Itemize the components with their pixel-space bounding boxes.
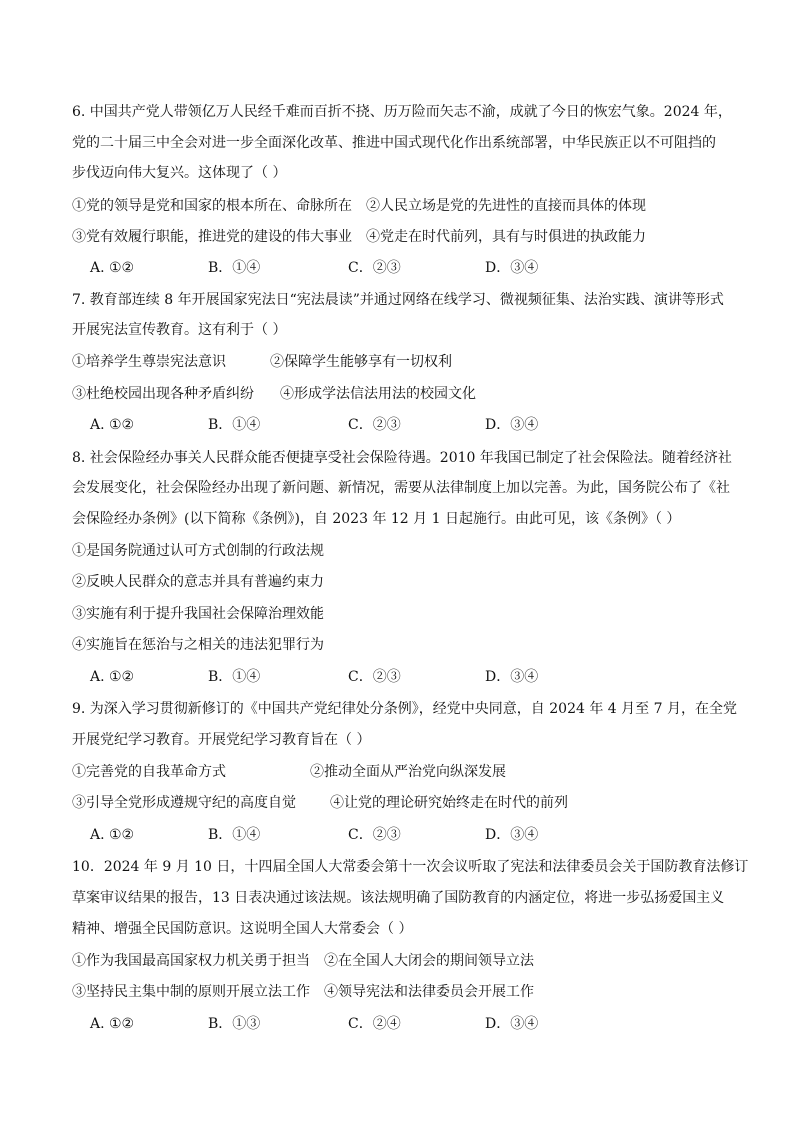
q6-line-1: 6. 中国共产党人带领亿万人民经千难而百折不挠、历万险而矢志不渝，成就了今日的恢宏气象。2024 年， — [72, 104, 732, 120]
q7-statement-4: ④形成学法信法用法的校园文化 — [280, 386, 476, 402]
q6-option-c: C．②③ — [348, 260, 401, 276]
q8-option-c: C．②③ — [348, 669, 401, 685]
q8-statement-2: ②反映人民群众的意志并具有普遍约束力 — [72, 574, 324, 590]
q9-statement-3: ③引导全党形成遵规守纪的高度自觉 — [72, 795, 296, 811]
q10-statement-1: ①作为我国最高国家权力机关勇于担当 — [72, 953, 310, 969]
q10-option-b: B．①③ — [208, 1016, 261, 1032]
q8-line-1: 8. 社会保险经办事关人民群众能否便捷享受社会保险待遇。2010 年我国已制定了社会保险法。随着经济社 — [72, 450, 732, 466]
q9-statement-4: ④让党的理论研究始终走在时代的前列 — [330, 795, 568, 811]
q8-option-b: B．①④ — [208, 669, 261, 685]
q8-statement-3: ③实施有利于提升我国社会保障治理效能 — [72, 606, 324, 622]
q6-statement-row-1 — [72, 196, 732, 216]
q8-line-3: 会保险经办条例》(以下简称《条例》)，自 2023 年 12 月 1 日起施行。由此可见，该《条例》（ ） — [72, 511, 681, 527]
q7-statement-1: ①培养学生尊崇宪法意识 — [72, 354, 226, 370]
q9-option-b: B．①④ — [208, 827, 261, 843]
q9-statement-2: ②推动全面从严治党向纵深发展 — [310, 764, 506, 780]
q9-line-1: 9. 为深入学习贯彻新修订的《中国共产党纪律处分条例》，经党中央同意，自 2024 年 4 月至 7 月，在全党 — [72, 701, 737, 717]
q6-line-2: 党的二十届三中全会对进一步全面深化改革、推进中国式现代化作出系统部署，中华民族正以不可阻挡的 — [72, 135, 716, 151]
q6-statement-3: ③党有效履行职能，推进党的建设的伟大事业 — [72, 229, 352, 245]
q7-statement-row-1 — [72, 352, 732, 372]
q10-line-3: 精神、增强全民国防意识。这说明全国人大常委会（ ） — [72, 921, 413, 937]
q7-option-a: A. ①② — [90, 417, 135, 433]
q10-statement-4: ④领导宪法和法律委员会开展工作 — [324, 984, 534, 1000]
q7-option-c: C．②③ — [348, 417, 401, 433]
q6-option-d: D．③④ — [485, 260, 539, 276]
q7-option-d: D．③④ — [485, 417, 539, 433]
q8-option-d: D．③④ — [485, 669, 539, 685]
q7-statement-3: ③杜绝校园出现各种矛盾纠纷 — [72, 386, 254, 402]
q7-statement-2: ②保障学生能够享有一切权利 — [270, 354, 452, 370]
q6-statement-2: ②人民立场是党的先进性的直接而具体的体现 — [366, 198, 646, 214]
q10-option-c: C．②④ — [348, 1016, 401, 1032]
q7-statement-row-2 — [72, 384, 732, 404]
q9-option-c: C．②③ — [348, 827, 401, 843]
q8-line-2: 会发展变化，社会保险经办出现了新问题、新情况，需要从法律制度上加以完善。为此，国务院公布了《社 — [72, 480, 730, 496]
q9-option-a: A. ①② — [90, 827, 135, 843]
q9-statement-1: ①完善党的自我革命方式 — [72, 764, 226, 780]
q9-statement-row-1 — [72, 762, 732, 782]
q6-statement-row-2 — [72, 227, 732, 247]
q10-option-d: D．③④ — [485, 1016, 539, 1032]
q6-statement-1: ①党的领导是党和国家的根本所在、命脉所在 — [72, 198, 352, 214]
q6-statement-4: ④党走在时代前列，具有与时俱进的执政能力 — [366, 229, 646, 245]
q10-statement-row-2 — [72, 982, 732, 1002]
q6-option-b: B．①④ — [208, 260, 261, 276]
q7-option-b: B．①④ — [208, 417, 261, 433]
q7-line-1: 7. 教育部连续 8 年开展国家宪法日“宪法晨读”并通过网络在线学习、微视频征集、法治实践、演讲等形式 — [72, 292, 724, 308]
q8-option-a: A. ①② — [90, 669, 135, 685]
q10-statement-row-1 — [72, 951, 732, 971]
q9-statement-row-2 — [72, 793, 732, 813]
q9-line-2: 开展党纪学习教育。开展党纪学习教育旨在（ ） — [72, 732, 371, 748]
q10-statement-3: ③坚持民主集中制的原则开展立法工作 — [72, 984, 310, 1000]
q10-line-1: 10．2024 年 9 月 10 日，十四届全国人大常委会第十一次会议听取了宪法和法律委员会关于国防教育法修订 — [72, 859, 749, 875]
q8-statement-1: ①是国务院通过认可方式创制的行政法规 — [72, 543, 324, 559]
q6-option-a: A. ①② — [90, 260, 135, 276]
q9-option-d: D．③④ — [485, 827, 539, 843]
q10-line-2: 草案审议结果的报告，13 日表决通过该法规。该法规明确了国防教育的内涵定位，将进一步弘扬爱国主义 — [72, 890, 725, 906]
q10-statement-2: ②在全国人大闭会的期间领导立法 — [324, 953, 534, 969]
q7-line-2: 开展宪法宣传教育。这有利于（ ） — [72, 322, 287, 338]
q8-statement-4: ④实施旨在惩治与之相关的违法犯罪行为 — [72, 637, 324, 653]
q6-line-3: 步伐迈向伟大复兴。这体现了（ ） — [72, 165, 287, 181]
q10-option-a: A. ①② — [90, 1016, 135, 1032]
